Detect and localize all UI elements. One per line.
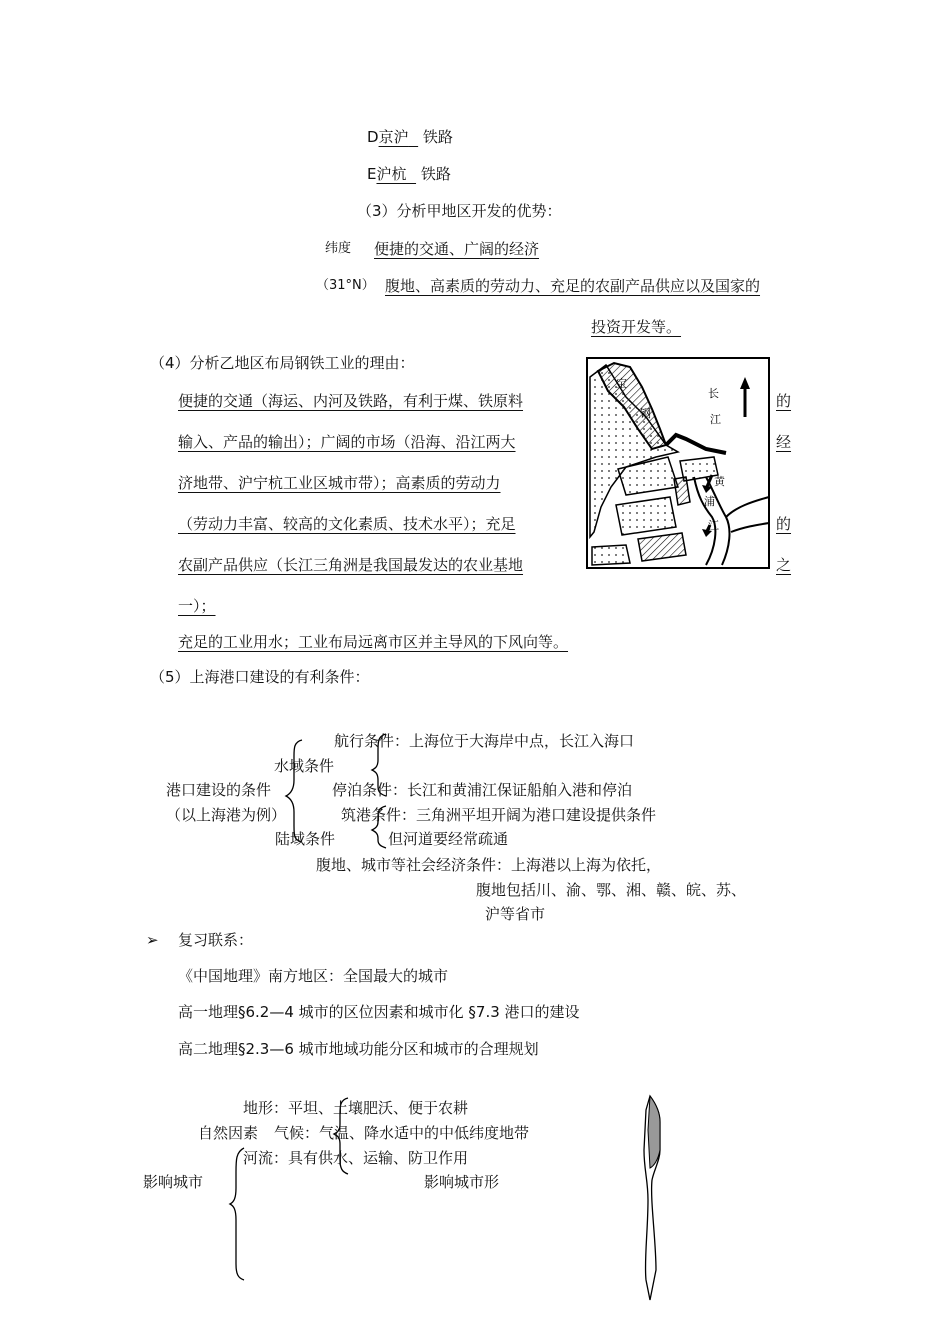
question-4: （4）分析乙地区布局钢铁工业的理由： <box>150 354 415 372</box>
q4-line-6: 一）； <box>178 597 216 615</box>
bullet-arrow-icon: ➢ <box>146 931 159 949</box>
map-label-chang: 长 <box>708 387 719 400</box>
q4-line-4: （劳动力丰富、较高的文化素质、技术水平）；充足 <box>178 515 516 533</box>
port-root-line-2: （以上海港为例） <box>166 806 287 824</box>
review-item-2: 高一地理§6.2—4 城市的区位因素和城市化 §7.3 港口的建设 <box>178 1003 580 1021</box>
option-d-letter: D <box>367 128 379 146</box>
option-e-suffix: 铁路 <box>420 165 451 183</box>
map-label-bao: 宝 <box>616 377 627 390</box>
nav-condition: 航行条件：上海位于大海岸中点，长江入海口 <box>334 732 635 750</box>
q4-right-char-2: 经 <box>776 433 792 451</box>
map-label-pu: 浦 <box>704 495 715 508</box>
factor-natural: 自然因素 <box>198 1124 259 1142</box>
q4-line-1: 便捷的交通（海运、内河及铁路，有利于煤、铁原料 <box>178 392 524 410</box>
latitude-value: （31°N） <box>316 278 375 293</box>
q4-line-3: 济地带、沪宁杭工业区城市带）；高素质的劳动力 <box>178 474 501 492</box>
latitude-label: 纬度 <box>325 241 352 256</box>
option-e-answer: 沪杭 <box>376 165 407 183</box>
map-label-jiang-2: 江 <box>708 519 719 532</box>
dredge-note: 但河道要经常疏通 <box>388 830 509 848</box>
factor-river: 河流：具有供水、运输、防卫作用 <box>243 1149 469 1167</box>
q3-answer-line-1: 便捷的交通、广阔的经济 <box>374 240 540 258</box>
factor-root: 影响城市 <box>143 1173 204 1191</box>
review-item-1: 《中国地理》南方地区：全国最大的城市 <box>178 967 449 985</box>
land-condition: 陆域条件 <box>275 830 336 848</box>
build-condition: 筑港条件：三角洲平坦开阔为港口建设提供条件 <box>341 806 657 824</box>
map-label-gang: 钢 <box>640 407 651 420</box>
q4-line-2: 输入、产品的输出）；广阔的市场（沿海、沿江两大 <box>178 433 516 451</box>
hinterland-line-2: 腹地包括川、渝、鄂、湘、赣、皖、苏、 <box>476 881 747 899</box>
berth-condition: 停泊条件：长江和黄浦江保证船舶入港和停泊 <box>332 781 633 799</box>
map-label-huang: 黄 <box>714 475 725 488</box>
hinterland-line-1: 腹地、城市等社会经济条件：上海港以上海为依托， <box>316 856 662 874</box>
port-root-line-1: 港口建设的条件 <box>166 781 272 799</box>
question-5: （5）上海港口建设的有利条件： <box>150 668 370 686</box>
q3-answer-line-2: 腹地、高素质的劳动力、充足的农副产品供应以及国家的 <box>385 277 761 295</box>
q4-right-char-1: 的 <box>776 392 792 410</box>
option-d-suffix: 铁路 <box>422 128 453 146</box>
q4-line-5: 农副产品供应（长江三角洲是我国最发达的农业基地 <box>178 556 524 574</box>
factor-climate: 气候：气温、降水适中的中低纬度地带 <box>274 1124 530 1142</box>
factor-terrain: 地形：平坦、土壤肥沃、便于农耕 <box>243 1099 469 1117</box>
review-title: 复习联系： <box>178 931 254 949</box>
q4-right-char-4: 之 <box>776 556 792 574</box>
factor-form: 影响城市形 <box>424 1173 500 1191</box>
question-3: （3）分析甲地区开发的优势： <box>357 202 562 220</box>
q4-line-7: 充足的工业用水；工业布局远离市区并主导风的下风向等。 <box>178 633 569 651</box>
map-label-jiang: 江 <box>710 413 721 426</box>
q3-answer-line-3: 投资开发等。 <box>591 318 682 336</box>
hinterland-line-3: 沪等省市 <box>485 905 546 923</box>
option-e-letter: E <box>367 165 377 183</box>
review-item-3: 高二地理§2.3—6 城市地域功能分区和城市的合理规划 <box>178 1040 539 1058</box>
q4-right-char-3: 的 <box>776 515 792 533</box>
option-d-answer: 京沪 <box>378 128 409 146</box>
water-condition: 水域条件 <box>274 757 335 775</box>
